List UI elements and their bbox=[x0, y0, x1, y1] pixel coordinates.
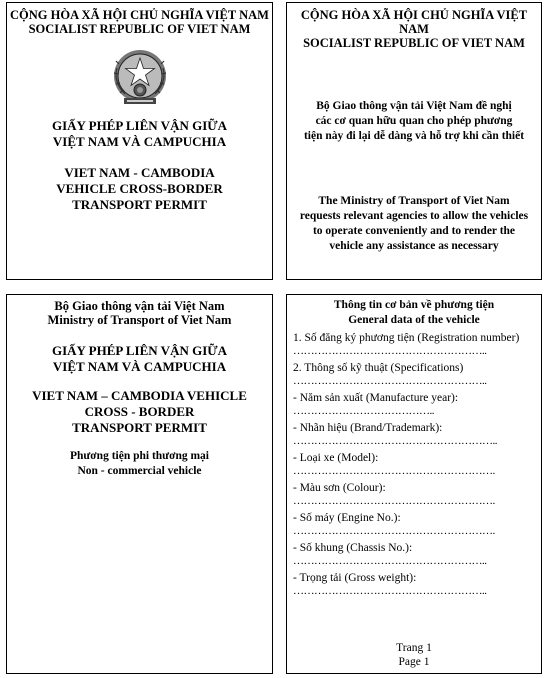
chassis-number-field[interactable]: ……………………………………………….. bbox=[293, 555, 487, 567]
page-number bbox=[287, 641, 541, 669]
request-en-line1: The Ministry of Transport of Viet Nam bbox=[318, 195, 510, 207]
vehicle-type-en: Non - commercial vehicle bbox=[77, 465, 202, 477]
vehicle-data-title-en: General data of the vehicle bbox=[348, 314, 480, 326]
country-header-en: SOCIALIST REPUBLIC OF VIET NAM bbox=[28, 22, 251, 36]
page-number-en: Page 1 bbox=[398, 656, 430, 668]
cover-page bbox=[6, 2, 273, 280]
manufacture-year-label: - Năm sản xuất (Manufacture year): bbox=[293, 392, 459, 404]
title-en-line3: TRANSPORT PERMIT bbox=[72, 197, 207, 212]
country-header-en: SOCIALIST REPUBLIC OF VIET NAM bbox=[303, 36, 525, 50]
gross-weight-label: - Trọng tải (Gross weight): bbox=[293, 572, 417, 584]
model-field[interactable]: …………………………………………………. bbox=[293, 465, 495, 477]
brand-field[interactable]: ………………………………………………….. bbox=[293, 435, 497, 447]
request-vi-line1: Bộ Giao thông vận tải Việt Nam đề nghị bbox=[316, 100, 512, 112]
registration-number-label: 1. Số đăng ký phương tiện (Registration number) bbox=[293, 332, 520, 344]
inner-title-en-line2: CROSS - BORDER bbox=[84, 404, 195, 419]
title-vi-line2: VIỆT NAM VÀ CAMPUCHIA bbox=[52, 134, 227, 149]
colour-label: - Màu sơn (Colour): bbox=[293, 482, 386, 494]
manufacture-year-field[interactable]: ………………………………….. bbox=[293, 405, 434, 417]
specifications-label: 2. Thông số kỹ thuật (Specifications) bbox=[293, 362, 464, 374]
registration-number-field[interactable]: ……………………………………………….. bbox=[293, 345, 487, 357]
request-vi-line3: tiện này đi lại dễ dàng và hỗ trợ khi cần thiết bbox=[303, 130, 525, 142]
engine-number-field[interactable]: …………………………………………………. bbox=[293, 525, 495, 537]
vehicle-data-title-vi: Thông tin cơ bản về phương tiện bbox=[333, 299, 495, 311]
page-number-vi: Trang 1 bbox=[396, 642, 432, 654]
chassis-number-label: - Số khung (Chassis No.): bbox=[293, 542, 413, 554]
ministry-vi: Bộ Giao thông vận tải Việt Nam bbox=[54, 299, 225, 313]
brand-label: - Nhãn hiệu (Brand/Trademark): bbox=[293, 422, 443, 434]
engine-number-label: - Số máy (Engine No.): bbox=[293, 512, 401, 524]
ministry-en: Ministry of Transport of Viet Nam bbox=[47, 313, 232, 327]
vehicle-type-vi: Phương tiện phi thương mại bbox=[69, 450, 209, 462]
request-page bbox=[286, 2, 542, 280]
national-emblem-icon bbox=[109, 48, 171, 108]
inner-title-vi-line2: VIỆT NAM VÀ CAMPUCHIA bbox=[52, 359, 227, 374]
gross-weight-field[interactable]: ……………………………………………….. bbox=[293, 585, 487, 597]
model-label: - Loại xe (Model): bbox=[293, 452, 379, 464]
inner-title-page bbox=[6, 294, 273, 674]
country-header-vi: CỘNG HÒA XÃ HỘI CHỦ NGHĨA VIỆT NAM bbox=[300, 8, 528, 36]
title-en-line1: VIET NAM - CAMBODIA bbox=[64, 165, 215, 180]
request-vi-line2: các cơ quan hữu quan cho phép phương bbox=[315, 115, 513, 127]
inner-title-en-line1: VIET NAM – CAMBODIA VEHICLE bbox=[32, 388, 247, 403]
colour-field[interactable]: …………………………………………………. bbox=[293, 495, 495, 507]
request-en-line4: vehicle any assistance as necessary bbox=[329, 240, 499, 252]
title-en-line2: VEHICLE CROSS-BORDER bbox=[56, 181, 223, 196]
title-vi-line1: GIẤY PHÉP LIÊN VẬN GIỮA bbox=[51, 118, 228, 133]
request-en-line2: requests relevant agencies to allow the vehicles bbox=[299, 210, 529, 222]
request-en-line3: to operate conveniently and to render the bbox=[312, 225, 516, 237]
specifications-field[interactable]: ……………………………………………….. bbox=[293, 375, 487, 387]
vehicle-data-page bbox=[286, 294, 542, 674]
country-header-vi: CỘNG HÒA XÃ HỘI CHỦ NGHĨA VIỆT NAM bbox=[10, 8, 269, 22]
inner-title-en-line3: TRANSPORT PERMIT bbox=[72, 420, 207, 435]
inner-title-vi-line1: GIẤY PHÉP LIÊN VẬN GIỮA bbox=[51, 343, 228, 358]
